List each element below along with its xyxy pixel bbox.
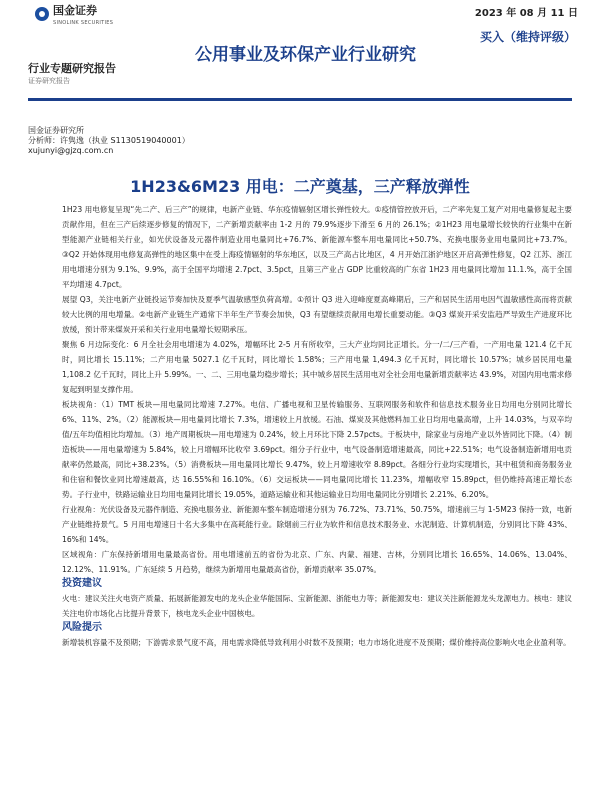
paragraph: 板块视角：（1）TMT 板块—用电量同比增速 7.27%。电信、广播电视和卫星传输服务、互联网服务和软件和信息技术服务业日均用电分别同比增长 6%、11%、2%。（2）能源板块—用电量同比增长 7.3%，增速较上月放缓。石油、煤炭及其他燃料加工业日均用电量高增，上升 14.03%，与双辛均值/五年均值相比均增加。（3）地产周期板块—用电增速为 0.24%，较上月环比下降 2.57pcts。于板块中，除家业与房地产业以外皆同比下降。（4）制造板块——用电量增速为 5.84%，较上月增幅环比收窄 3.69pct。细分子行业中，电气设备制造增速最高，同比+22.51%；电气设备制造新增用电贡献率仍然最高，同比+38.23%。（5）消费板块—用电量同比增长 9.47%，较上月增速收窄 8.89pct。各细分行业均实现增长，其中租赁和商务服务业和住宿和餐饮业同比增速最高，达 16.55%和 16.10%。（6）交运板块——同电量同比增长 11.23%，增幅收窄 15.89pct，但仍维持高速正增长态势。子行业中，铁路运输业日均用电量同比增长 19.05%，道路运输业和其他运输业日均用电量同比分别增长 2.21%、6.20%。 — [62, 400, 572, 499]
report-subtype: 证券研究报告 — [28, 77, 70, 85]
section-heading-invest: 投资建议 — [62, 578, 102, 589]
report-date: 2023 年 08 月 11 日 — [474, 8, 578, 19]
header-divider — [28, 98, 572, 101]
report-body — [62, 202, 572, 650]
paragraph: 行业视角：光伏设备及元器件制造、充换电服务业、新能源车整车制造增速分别为 76.72%、73.71%、50.75%，增速前三与 1-5M23 保持一致，电新产业链维持景气。5 月用电增速日十名大多集中在高耗能行业。除烟前三行业为软件和信息技术服务业、水泥制造、计算机制造，分别同比下降 43%、16%和 14%。 — [62, 505, 572, 544]
rating-badge: 买入（维持评级） — [479, 30, 576, 44]
paragraph: 聚焦 6 月边际变化：6 月全社会用电增速为 4.02%，增幅环比 2-5 月有所收窄，三大产业均同比正增长。分一/二/三产看，一产用电量 121.4 亿千瓦时，同比增长 15.11%；二产用电量 5027.1 亿千瓦时，同比增长 1.58%；三产用电量 1,494.3 亿千瓦时，同比增长 10.57%；城乡居民用电量 1,108.2 亿千瓦时，同比上升 5.99%。一、二、三用电量均稳步增长；其中城乡居民生活用电对全社会用电量新增贡献率达 43.9%，对国内用电需求修复起到明显支撑作用。 — [62, 340, 572, 394]
institute: 国金证券研究所 — [28, 126, 84, 135]
paragraph: 火电：建议关注火电资产质量、拓展新能源发电的龙头企业华能国际、宝新能源、浙能电力等；新能源发电：建议关注新能源龙头龙源电力。核电：建议关注电价市场化占比提升背景下，核电龙头企业中国核电。 — [62, 594, 572, 618]
paragraph: 展望 Q3，关注电新产业链投运节奏加快及夏季气温敏感型负荷高增。①预计 Q3 进入迎峰度夏高峰期后，三产和居民生活用电因气温敏感性高而将贡献较大比例的用电增量。②电新产业链生产通常下半年生产节奏会加快，Q3 有望继续贡献用电增长重要动能。③Q3 煤炭开采安监趋严导致生产进度环比放缓，预计带来煤炭开采和关行业用电量增长短期承压。 — [62, 295, 572, 334]
brand-icon — [35, 7, 49, 21]
brand-name-en: SINOLINK SECURITIES — [53, 20, 114, 26]
paragraph: 1H23 用电修复呈现“先二产、后三产”的规律，电新产业链、华东疫情辐射区增长弹性较大。①疫情管控放开后，二产率先复工复产对用电量修复起主要贡献作用，但在三产后续逐步修复的情况下，二产新增贡献率由 1-2 月的 79.9%逐步下滑至 6 月的 26.1%；②1H23 用电量增长较快的行业集中在新型能源产业链相关行业，如光伏设备及元器件制造业用电量同比+76.7%、新能源车整车用电量同比+50.7%、充换电服务业用电量同比+73.7%。③Q2 开始体现用电修复高弹性的地区集中在受上海疫情辐射的华东地区，以及三产高占比地区，4 月开始江浙沪地区开启高弹性修复，Q2 江苏、浙江用电增速分别为 9.1%、9.9%，高于全国平均增速 2.7pct、3.5pct，且第三产业占 GDP 比重较高的广东省 1H23 用电量同比增加 11.1.%，高于全国平均增速 4.7pct。 — [62, 205, 572, 289]
author-block — [28, 126, 190, 156]
brand-name: 国金证券 — [53, 4, 97, 17]
analyst: 分析师：许隽逸（执业 S1130519040001） — [28, 136, 190, 145]
paragraph: 新增装机容量不及预期；下游需求景气度不高，用电需求降低导致利用小时数不及预期；电力市场化进度不及预期；煤价维持高位影响火电企业盈利等。 — [62, 638, 571, 647]
paragraph: 区域视角：广东保持新增用电量最高省份。用电增速前五的省份为北京、广东、内蒙、福建、吉林，分别同比增长 16.65%、14.06%、13.04%、12.12%、11.91%。广东延续 5 月趋势，继续为新增用电量最高省份，新增贡献率 35.07%。 — [62, 550, 572, 574]
brand-logo — [35, 2, 113, 26]
section-heading-risk: 风险提示 — [62, 622, 102, 633]
analyst-email[interactable]: xujunyi@gjzq.com.cn — [28, 146, 114, 155]
report-type: 行业专题研究报告 — [28, 62, 116, 75]
page-headline: 1H23&6M23 用电：二产奠基，三产释放弹性 — [130, 177, 470, 196]
report-title: 公用事业及环保产业行业研究 — [195, 45, 416, 65]
header-band — [0, 0, 600, 108]
